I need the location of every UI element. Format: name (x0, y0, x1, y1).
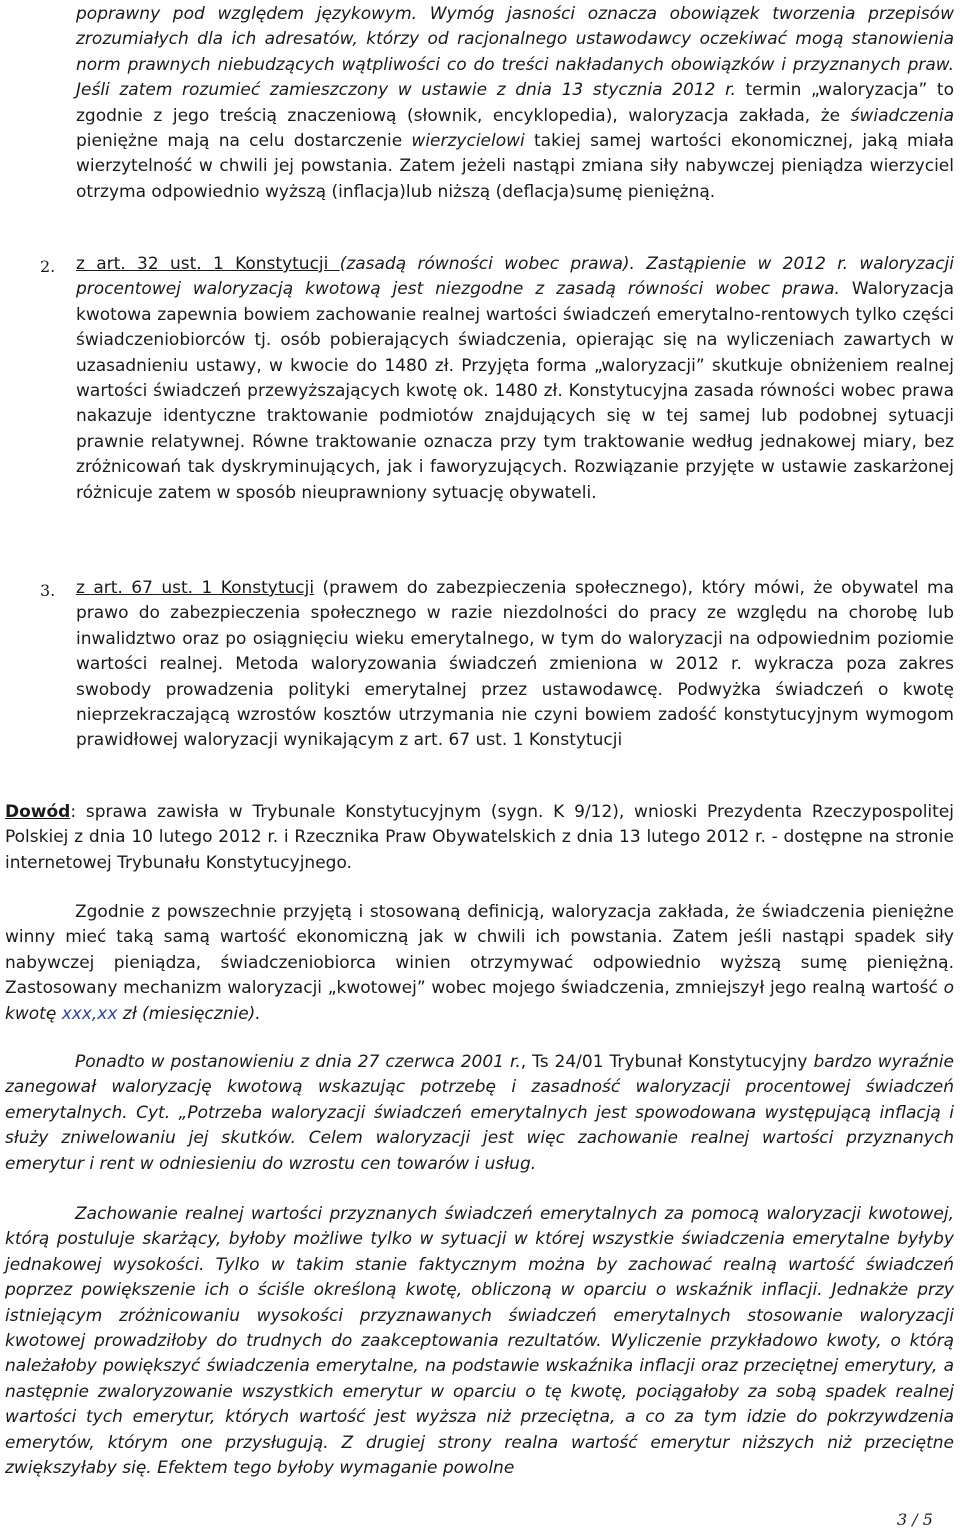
intro-italic-text: poprawny pod względem językowym. Wymóg jasności oznacza obowiązek tworzenia przepisów zrozumiałych dla ich adresatów, którzy od racjonalnego ustawodawcy oczekiwać mogą stanowienia norm prawnych niebudzących wątpliwości co do treści nakładanych obowiązków i przyznanych praw. Jeśli zatem rozumieć zamieszczony w ustawie z dnia 13 stycznia 2012 r. (76, 4, 954, 101)
paragraph-intro (76, 2, 954, 205)
list-item-3 (76, 576, 954, 754)
item2-text-2: Konstytucyjna zasada równości wobec prawa nakazuje identyczne traktowanie podmiotów znajdujących się w tej samej lub podobnej sytuacji prawnie relatywnej. Równe traktowanie oznacza przy tym traktowanie według jednakowej miary, bez zróżnicowań tak dyskryminujących, jak i faworyzujących. Rozwiązanie przyjęte w ustawie zaskarżonej różnicuje zatem w sposób nieuprawniony sytuację obywateli. (76, 381, 954, 503)
evidence-text: : sprawa zawisła w Trybunale Konstytucyjnym (sygn. K 9/12), wnioski Prezydenta Rzeczypospolitej Polskiej z dnia 10 lutego 2012 r. i Rzecznika Praw Obywatelskich z dnia 13 lutego 2012 r. - dostępne na stronie internetowej Trybunału Konstytucyjnego. (5, 802, 954, 873)
tribunal-date: Ponadto w postanowieniu z dnia 27 czerwca 2001 r. (75, 1052, 521, 1072)
list-number-2: 2. (40, 257, 56, 276)
definition-italic-2: zł (miesięcznie). (117, 1003, 261, 1024)
constitution-ref-link[interactable]: z art. 32 ust. 1 Konstytucji (76, 254, 340, 274)
definition-italic: o kwotę (5, 978, 954, 1024)
constitution-ref-link-2[interactable]: z art. 67 ust. 1 Konstytucji (76, 578, 315, 598)
paragraph-definition (5, 900, 954, 1027)
item3-text: (prawem do zabezpieczenia społecznego), który mówi, że obywatel ma prawo do zabezpieczenia społecznego w razie niezdolności do pracy ze względu na chorobę lub inwalidztwo oraz po osiągnięciu wieku emerytalnego, w tym do waloryzacji na odpowiednim poziomie wartości realnej. Metoda waloryzowania świadczeń zmieniona w 2012 r. wykracza poza zakres swobody prowadzenia polityki emerytalnej przez ustawodawcę. Podwyżka świadczeń o kwotę nieprzekraczającą wzrostów kosztów utrzymania nie czyni bowiem zadość konstytucyjnym wymogom prawidłowej waloryzacji wynikającym z art. 67 ust. 1 Konstytucji (76, 578, 955, 751)
page-number: 3 / 5 (897, 1510, 933, 1529)
intro-text: termin „waloryzacja” to zgodnie z jego treścią znaczeniową (słownik, encyklopedia), waloryzacja zakłada, że (76, 80, 954, 126)
evidence-paragraph (5, 800, 954, 876)
amount-placeholder: xxx,xx (61, 1003, 118, 1024)
intro-text-3: takiej samej wartości ekonomicznej, jaką miała wierzytelność w chwili jej powstania. Zatem jeżeli nastąpi zmiana siły nabywczej pieniądza wierzyciel otrzyma odpowiednio wyższą (inflacja)lub niższą (deflacja)sumę pieniężną. (76, 131, 954, 202)
list-number-3: 3. (40, 581, 56, 600)
paragraph-tribunal (5, 1050, 954, 1177)
item2-italic-text: (zasadą równości wobec prawa). Zastąpienie w 2012 r. waloryzacji procentowej waloryzacją kwotową jest niezgodne z zasadą równości wobec prawa. (76, 254, 955, 300)
tribunal-sign: , Ts 24/01 Trybunał Konstytucyjny (520, 1052, 814, 1072)
intro-text-2: pieniężne mają na celu dostarczenie (76, 131, 412, 152)
item2-text: Waloryzacja kwotowa zapewnia bowiem zachowanie realnej wartości świadczeń emerytalno-rentowych tylko części świadczeniobiorców tj. osób pobierających świadczenia, opierając się na wyliczeniach zawartych w uzasadnieniu ustawy, w kwocie do 1480 zł. Przyjęta forma „waloryzacji” skutkuje obniżeniem realnej wartości świadczeń przewyższających kwotę ok. 1480 zł. (76, 279, 954, 402)
list-item-2 (76, 252, 954, 506)
definition-text: Zgodnie z powszechnie przyjętą i stosowaną definicją, waloryzacja zakłada, że świadczenia pieniężne winny mieć taką samą wartość ekonomiczną jak w chwili ich powstania. Zatem jeśli nastąpi spadek siły nabywczej pieniądza, świadczeniobiorca winien otrzymywać odpowiednio wyższą sumę pieniężną. Zastosowany mechanizm waloryzacji „kwotowej” wobec mojego świadczenia, zmniejszył jego realną wartość (5, 902, 954, 999)
paragraph-quote-continued: Zachowanie realnej wartości przyznanych świadczeń emerytalnych za pomocą waloryzacji kwotowej, którą postuluje skarżący, byłoby możliwe tylko w sytuacji w której wszystkie świadczenia emerytalne byłyby jednakowej wysokości. Tylko w takim stanie faktycznym można by zachować realną wartość świadczeń poprzez powiększenie ich o ściśle określoną kwotę, obliczoną w oparciu o wskaźnik inflacji. Jednakże przy istniejącym zróżnicowaniu wysokości przyznawanych świadczeń emerytalnych stosowanie waloryzacji kwotowej prowadziłoby do trudnych do zaakceptowania rezultatów. Wyliczenie przykładowo kwoty, o którą należałoby powiększyć świadczenia emerytalne, na podstawie wskaźnika inflacji oraz przeciętnej emerytury, a następnie zwaloryzowanie wszystkich emerytur w oparciu o tę kwotę, pociągałoby za sobą spadek realnej wartości tych emerytur, których wartość jest wyższa niż przeciętna, a co za tym idzie do pokrzywdzenia emerytów, którym one przysługują. Z drugiej strony realna wartość emerytur niższych niż przeciętne zwiększyłaby się. Efektem tego byłoby wymaganie powolne (5, 1204, 954, 1479)
intro-italic-word-2: wierzycielowi (411, 131, 525, 152)
evidence-label: Dowód (5, 802, 71, 822)
tribunal-quote: bardzo wyraźnie zanegował waloryzację kwotową wskazując potrzebę i zasadność waloryzacji procentowej świadczeń emerytalnych. Cyt. „Potrzeba waloryzacji świadczeń emerytalnych jest spowodowana występującą inflacją i służy zniwelowaniu jej skutków. Celem waloryzacji jest więc zachowanie realnej wartości przyznanych emerytur i rent w odniesieniu do wzrostu cen towarów i usług. (5, 1052, 954, 1174)
intro-italic-word: świadczenia (850, 105, 954, 126)
